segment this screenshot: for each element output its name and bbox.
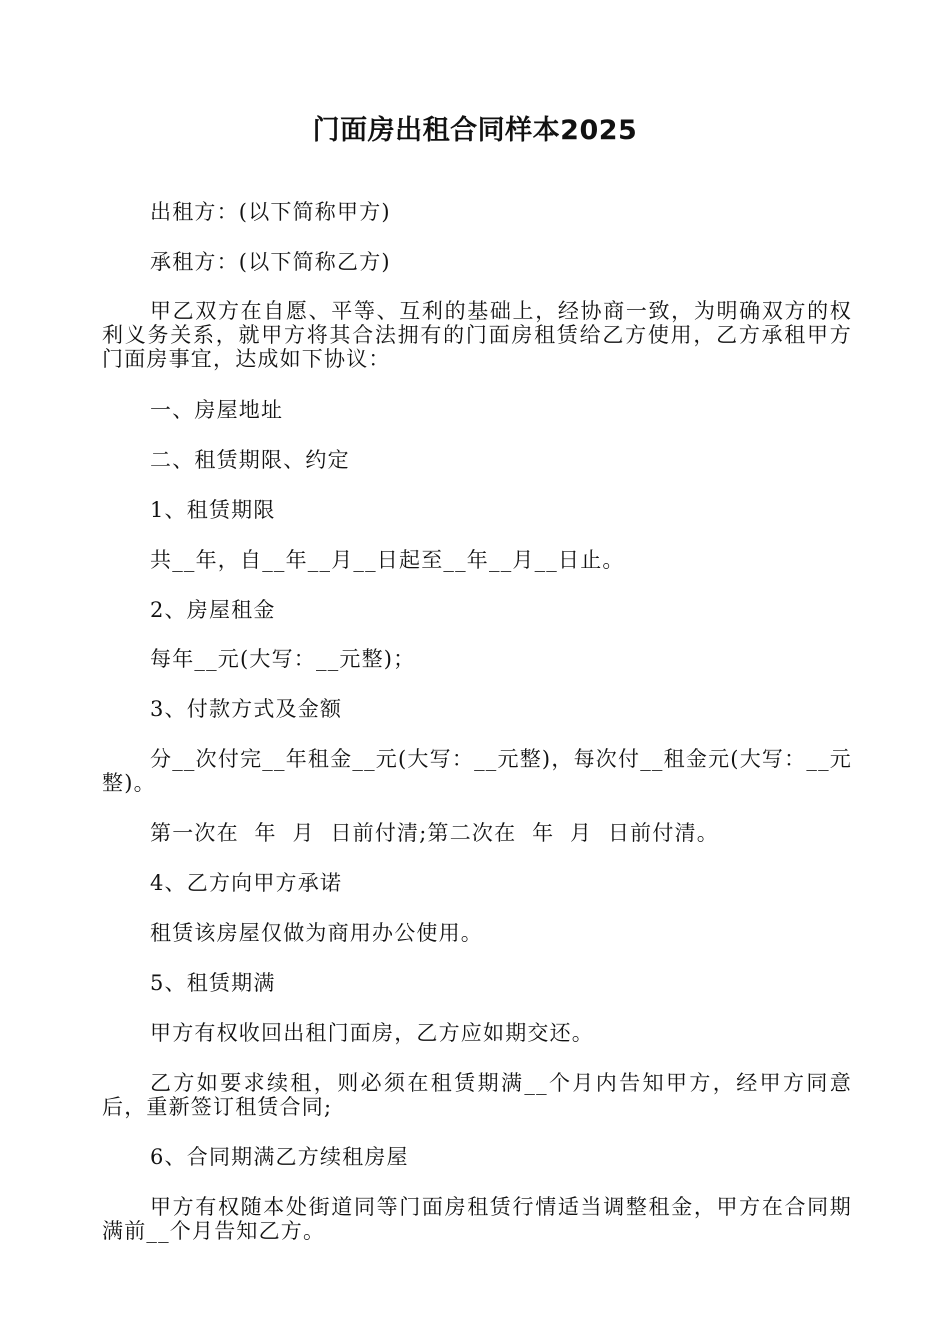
section-heading-term: 二、租赁期限、约定 <box>150 448 350 472</box>
paragraph-rent-adjustment: 甲方有权随本处街道同等门面房租赁行情适当调整租金，甲方在合同期满前__个月告知乙方。 <box>102 1195 852 1243</box>
clause-heading-payment: 3、付款方式及金额 <box>150 697 343 721</box>
paragraph-preamble: 甲乙双方在自愿、平等、互利的基础上，经协商一致，为明确双方的权利义务关系，就甲方将其合法拥有的门面房租赁给乙方使用，乙方承租甲方门面房事宜，达成如下协议： <box>102 299 852 371</box>
paragraph-usage: 租赁该房屋仅做为商用办公使用。 <box>150 921 483 945</box>
clause-heading-expiry: 5、租赁期满 <box>150 971 276 995</box>
paragraph-renewal: 乙方如要求续租，则必须在租赁期满__个月内告知甲方，经甲方同意后，重新签订租赁合同; <box>102 1071 852 1119</box>
paragraph-annual-rent: 每年__元(大写：__元整)； <box>150 647 416 671</box>
clause-heading-commitment: 4、乙方向甲方承诺 <box>150 871 343 895</box>
clause-heading-renewal: 6、合同期满乙方续租房屋 <box>150 1145 409 1169</box>
paragraph-payment-dates: 第一次在 年 月 日前付清;第二次在 年 月 日前付清。 <box>150 821 719 845</box>
clause-heading-lease-term: 1、租赁期限 <box>150 498 276 522</box>
section-heading-address: 一、房屋地址 <box>150 398 284 422</box>
paragraph-payment-terms: 分__次付完__年租金__元(大写：__元整)，每次付__租金元(大写：__元整)。 <box>102 747 852 795</box>
paragraph-lessee: 承租方：(以下简称乙方) <box>150 250 391 274</box>
paragraph-lessor: 出租方：(以下简称甲方) <box>150 200 391 224</box>
paragraph-lease-period: 共__年，自__年__月__日起至__年__月__日止。 <box>150 548 625 572</box>
document-title: 门面房出租合同样本2025 <box>312 115 638 146</box>
paragraph-return: 甲方有权收回出租门面房，乙方应如期交还。 <box>150 1021 594 1045</box>
clause-heading-rent: 2、房屋租金 <box>150 598 276 622</box>
